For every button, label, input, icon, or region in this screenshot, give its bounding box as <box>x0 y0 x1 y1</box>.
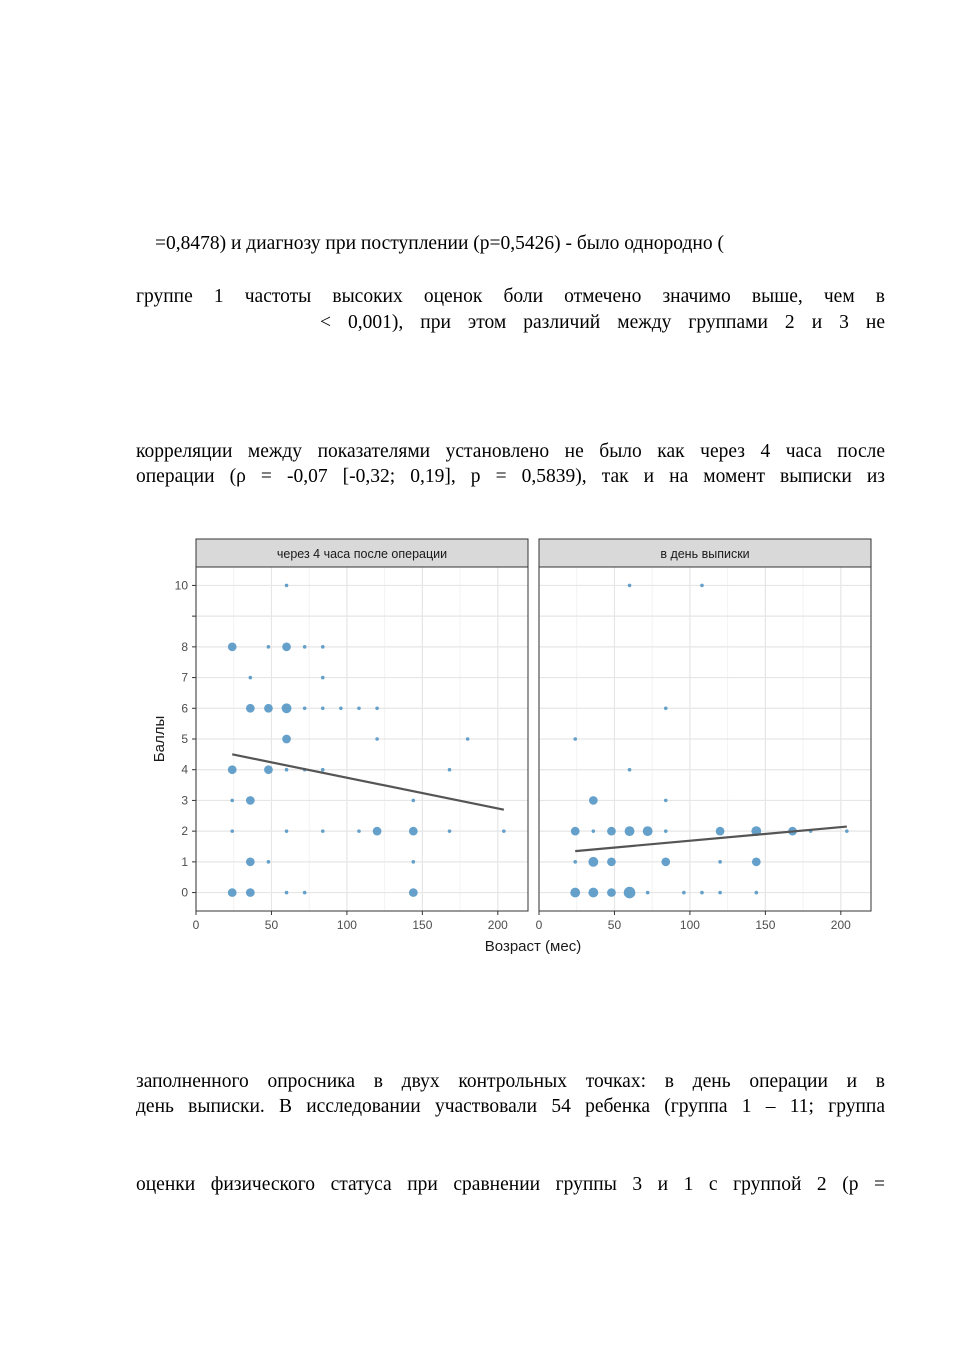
data-point <box>375 706 379 710</box>
data-point <box>607 888 616 897</box>
data-point <box>282 735 291 744</box>
data-point <box>267 645 271 649</box>
data-point <box>303 706 307 710</box>
data-point <box>700 891 704 895</box>
text-line-3: < 0,001), при этом различий между группами 2 и 3 не <box>320 312 885 333</box>
data-point <box>646 891 650 895</box>
x-tick-label: 200 <box>487 918 508 932</box>
x-axis-title: Возраст (мес) <box>484 938 582 955</box>
data-point <box>752 858 761 867</box>
data-point <box>588 888 598 898</box>
text-line-6: заполненного опросника в двух контрольных точках: в день операции и в <box>136 1071 885 1092</box>
y-tick-label: 4 <box>181 762 188 777</box>
data-point <box>570 888 580 898</box>
data-point <box>321 645 325 649</box>
data-point <box>607 827 616 836</box>
data-point <box>228 643 237 652</box>
data-point <box>664 829 668 833</box>
data-point <box>412 799 416 803</box>
trend-line <box>232 754 504 809</box>
x-tick-label: 100 <box>679 918 700 932</box>
data-point <box>571 827 580 836</box>
data-point <box>664 706 668 710</box>
panel-title: в день выписки <box>660 547 750 561</box>
data-point <box>412 860 416 864</box>
data-point <box>573 860 577 864</box>
x-tick-label: 50 <box>607 918 622 932</box>
x-tick-label: 100 <box>336 918 357 932</box>
text-line-1: =0,8478) и диагнозу при поступлении (р=0,5426) - было однородно ( <box>155 233 724 254</box>
data-point <box>845 829 849 833</box>
y-tick-label: 10 <box>174 578 188 593</box>
y-tick-label: 6 <box>181 701 188 716</box>
data-point <box>718 891 722 895</box>
data-point <box>228 888 237 897</box>
x-tick-label: 0 <box>192 918 200 932</box>
data-point <box>588 857 598 867</box>
data-point <box>321 676 325 680</box>
x-tick-label: 200 <box>830 918 851 932</box>
data-point <box>466 737 470 741</box>
x-tick-label: 150 <box>412 918 433 932</box>
panel-title: через 4 часа после операции <box>276 547 448 561</box>
data-point <box>373 827 382 836</box>
text-line-5: операции (ρ = -0,07 [-0,32; 0,19], p = 0,5839), так и на момент выписки из <box>136 466 885 487</box>
data-point <box>282 703 292 713</box>
trend-line <box>575 827 847 852</box>
data-point <box>448 768 452 772</box>
data-point <box>448 829 452 833</box>
data-point <box>664 799 668 803</box>
data-point <box>718 860 722 864</box>
x-tick-label: 0 <box>535 918 543 932</box>
data-point <box>246 704 255 713</box>
data-point <box>246 796 255 805</box>
data-point <box>624 887 636 899</box>
y-tick-label: 8 <box>181 639 188 654</box>
y-tick-label: 0 <box>181 885 188 900</box>
text-line-2: группе 1 частоты высоких оценок боли отмечено значимо выше, чем в <box>136 286 885 307</box>
data-point <box>409 827 418 836</box>
data-point <box>755 891 759 895</box>
data-point <box>661 858 670 867</box>
y-tick-label: 3 <box>181 793 188 808</box>
data-point <box>264 765 273 774</box>
text-line-7: день выписки. В исследовании участвовали 54 ребенка (группа 1 – 11; группа <box>136 1096 885 1117</box>
data-point <box>589 796 598 805</box>
x-tick-label: 50 <box>264 918 279 932</box>
data-point <box>643 826 653 836</box>
data-point <box>628 584 632 588</box>
data-point <box>592 829 596 833</box>
data-point <box>285 768 289 772</box>
x-tick-label: 150 <box>755 918 776 932</box>
y-tick-label: 7 <box>181 670 188 685</box>
data-point <box>285 829 289 833</box>
data-point <box>249 676 253 680</box>
data-point <box>321 706 325 710</box>
data-point <box>246 888 255 897</box>
data-point <box>303 891 307 895</box>
data-point <box>230 799 234 803</box>
text-line-8: оценки физического статуса при сравнении группы 3 и 1 с группой 2 (p = <box>136 1174 885 1195</box>
data-point <box>682 891 686 895</box>
data-point <box>573 737 577 741</box>
y-tick-label: 1 <box>181 854 188 869</box>
data-point <box>228 765 237 774</box>
data-point <box>339 706 343 710</box>
data-point <box>321 768 325 772</box>
data-point <box>282 643 291 652</box>
data-point <box>264 704 273 713</box>
data-point <box>357 706 361 710</box>
data-point <box>321 829 325 833</box>
data-point <box>303 645 307 649</box>
data-point <box>625 826 635 836</box>
data-point <box>628 768 632 772</box>
text-line-4: корреляции между показателями установлено не было как через 4 часа после <box>136 441 885 462</box>
y-axis-title: Баллы <box>151 715 168 763</box>
scatter-figure <box>140 530 880 960</box>
data-point <box>375 737 379 741</box>
data-point <box>357 829 361 833</box>
y-tick-label: 5 <box>181 732 188 746</box>
data-point <box>267 860 271 864</box>
data-point <box>285 584 289 588</box>
data-point <box>502 829 506 833</box>
data-point <box>285 891 289 895</box>
data-point <box>716 827 725 836</box>
data-point <box>700 584 704 588</box>
data-point <box>409 888 418 897</box>
y-tick-label: 2 <box>181 824 188 839</box>
data-point <box>246 858 255 867</box>
data-point <box>607 858 616 867</box>
data-point <box>230 829 234 833</box>
